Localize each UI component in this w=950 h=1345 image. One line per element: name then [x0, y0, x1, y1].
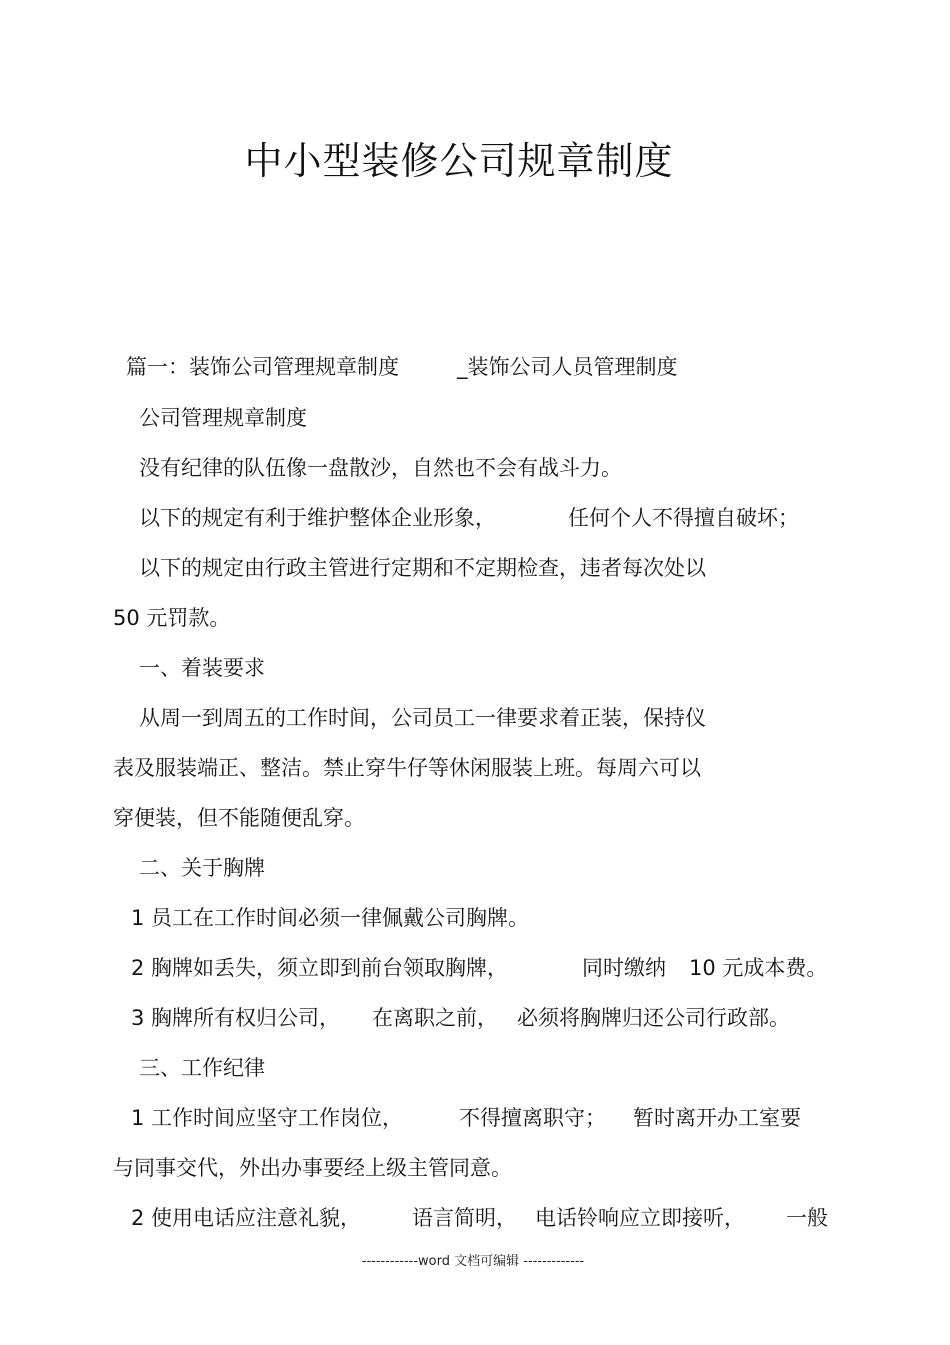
list-item-segment: 在离职之前， [372, 1006, 498, 1030]
list-item: 2 胸牌如丢失，须立即到前台领取胸牌， [131, 956, 509, 980]
paragraph-line: 以下的规定由行政主管进行定期和不定期检查，违者每次处以 [139, 556, 706, 580]
list-item: 1 工作时间应坚守工作岗位， [131, 1106, 404, 1130]
paragraph-line-segment: 任何个人不得擅自破坏； [568, 506, 799, 530]
article-heading-suffix: _装饰公司人员管理制度 [457, 355, 678, 379]
list-item: 2 使用电话应注意礼貌， [131, 1206, 362, 1230]
page-footer: ------------word 文档可编辑 ------------- [361, 1254, 585, 1269]
subsection-heading: 一、着装要求 [139, 656, 265, 680]
article-heading: 篇一：装饰公司管理规章制度 [126, 355, 399, 379]
paragraph-line: 与同事交代，外出办事要经上级主管同意。 [113, 1156, 512, 1180]
paragraph-line: 以下的规定有利于维护整体企业形象， [139, 506, 496, 530]
paragraph-line: 没有纪律的队伍像一盘散沙，自然也不会有战斗力。 [139, 456, 622, 480]
subsection-heading: 二、关于胸牌 [139, 856, 265, 880]
document-title: 中小型装修公司规章制度 [244, 139, 674, 183]
paragraph-line: 从周一到周五的工作时间，公司员工一律要求着正装，保持仪 [139, 706, 706, 730]
list-item-segment: 电话铃响应立即接听， [535, 1206, 745, 1230]
list-item: 3 胸牌所有权归公司， [131, 1006, 341, 1030]
list-item-segment: 一般 [786, 1206, 828, 1230]
paragraph-line: 50 元罚款。 [113, 606, 231, 630]
list-item-segment: 语言简明， [412, 1206, 517, 1230]
list-item: 1 员工在工作时间必须一律佩戴公司胸牌。 [131, 906, 530, 930]
section-title: 公司管理规章制度 [139, 406, 307, 430]
paragraph-line: 表及服装端正、整洁。禁止穿牛仔等休闲服装上班。每周六可以 [113, 756, 701, 780]
list-item-segment: 必须将胸牌归还公司行政部。 [517, 1006, 790, 1030]
list-item-segment: 10 元成本费。 [689, 956, 828, 980]
list-item-segment: 暂时离开办工室要 [633, 1106, 801, 1130]
paragraph-line: 穿便装，但不能随便乱穿。 [113, 806, 365, 830]
subsection-heading: 三、工作纪律 [139, 1056, 265, 1080]
list-item-segment: 不得擅离职守； [459, 1106, 606, 1130]
list-item-segment: 同时缴纳 [582, 956, 666, 980]
